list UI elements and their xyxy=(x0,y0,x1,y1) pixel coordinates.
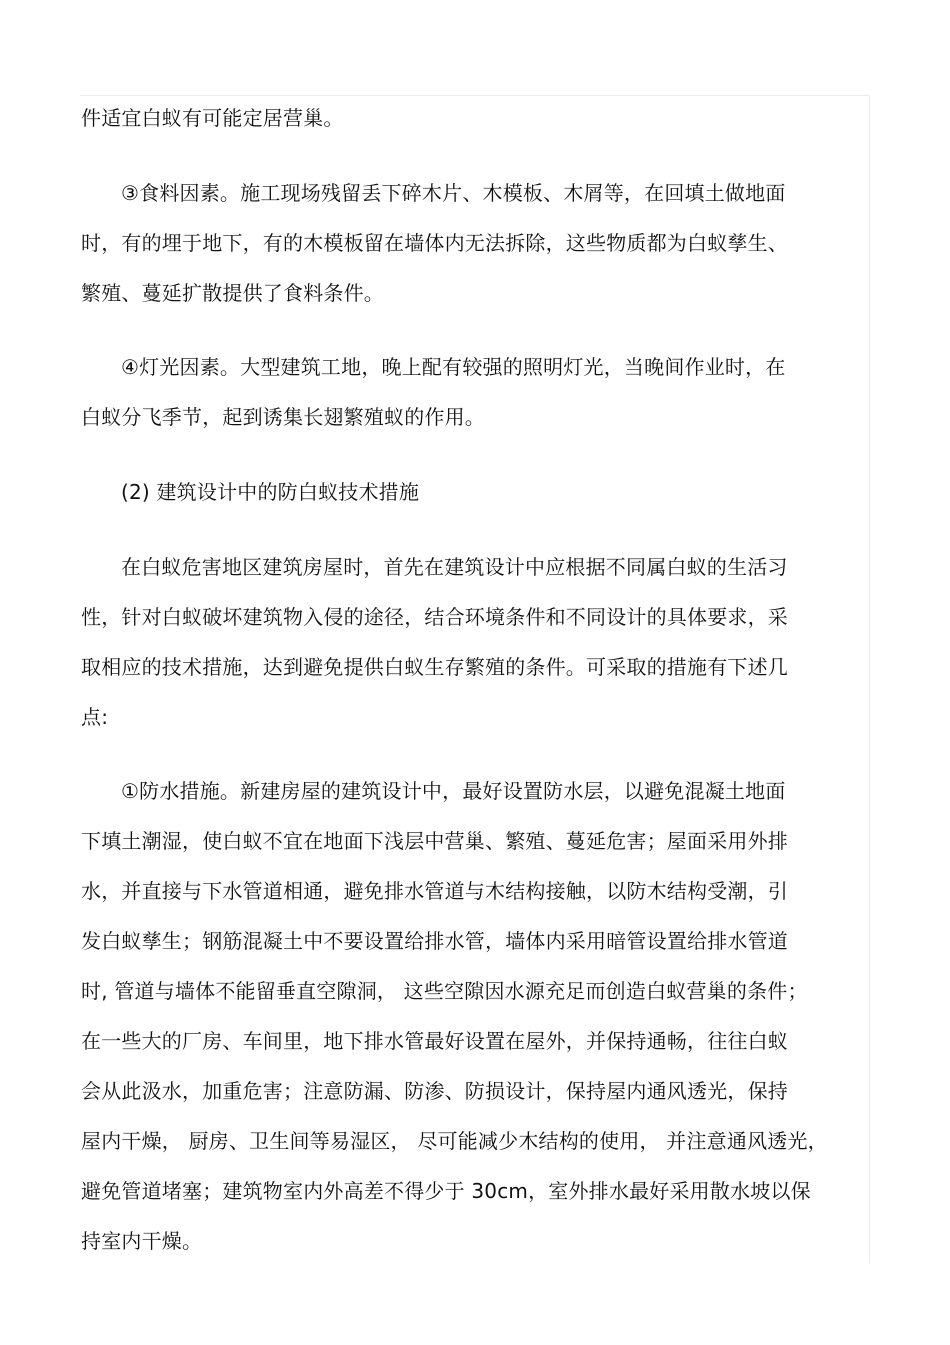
text-line: 白蚁分飞季节，起到诱集长翅繁殖蚁的作用。 xyxy=(81,405,485,429)
text-line: 繁殖、蔓延扩散提供了食料条件。 xyxy=(81,281,384,305)
text-line: ①防水措施。新建房屋的建筑设计中，最好设置防水层，以避免混凝土地面 xyxy=(121,779,786,803)
text-line: 时，有的埋于地下，有的木模板留在墙体内无法拆除，这些物质都为白蚁孳生、 xyxy=(81,231,788,255)
text-line: 会从此汲水，加重危害；注意防漏、防渗、防损设计，保持屋内通风透光，保持 xyxy=(81,1079,788,1103)
text-line: 在白蚁危害地区建筑房屋时，首先在建筑设计中应根据不同属白蚁的生活习 xyxy=(121,555,788,579)
text-line: 时, 管道与墙体不能留垂直空隙洞， 这些空隙因水源充足而创造白蚁营巢的条件； xyxy=(81,979,808,1003)
section-heading: (2) 建筑设计中的防白蚁技术措施 xyxy=(121,480,420,504)
text-line: 持室内干燥。 xyxy=(81,1229,203,1253)
text-line: ④灯光因素。大型建筑工地，晚上配有较强的照明灯光，当晚间作业时，在 xyxy=(121,355,786,379)
page-border-top xyxy=(80,95,870,96)
text-line: 发白蚁孳生；钢筋混凝土中不要设置给排水管，墙体内采用暗管设置给排水管道 xyxy=(81,929,788,953)
text-line: 水，并直接与下水管道相通，避免排水管道与木结构接触，以防木结构受潮，引 xyxy=(81,879,788,903)
text-line: ③食料因素。施工现场残留丢下碎木片、木模板、木屑等，在回填土做地面 xyxy=(121,181,786,205)
text-line: 屋内干燥， 厨房、卫生间等易湿区， 尽可能减少木结构的使用， 并注意通风透光， xyxy=(81,1129,828,1153)
page-border-right xyxy=(869,95,870,1263)
text-line: 点: xyxy=(81,705,109,729)
text-line: 避免管道堵塞；建筑物室内外高差不得少于 30cm，室外排水最好采用散水坡以保 xyxy=(81,1179,811,1203)
text-line: 在一些大的厂房、车间里，地下排水管最好设置在屋外，并保持通畅，往往白蚁 xyxy=(81,1029,788,1053)
text-line: 件适宜白蚁有可能定居营巢。 xyxy=(81,106,344,130)
text-line: 取相应的技术措施，达到避免提供白蚁生存繁殖的条件。可采取的措施有下述几 xyxy=(81,655,788,679)
text-line: 性，针对白蚁破坏建筑物入侵的途径，结合环境条件和不同设计的具体要求，采 xyxy=(81,605,788,629)
text-line: 下填土潮湿，使白蚁不宜在地面下浅层中营巢、繁殖、蔓延危害；屋面采用外排 xyxy=(81,829,788,853)
